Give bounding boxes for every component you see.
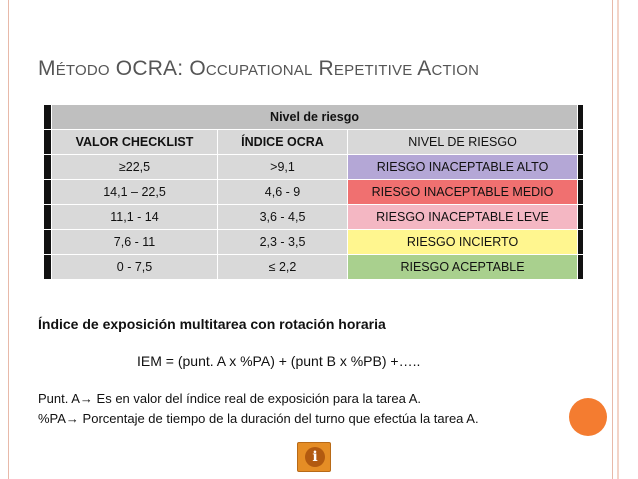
header-nivel-riesgo: NIVEL DE RIESGO [348, 130, 578, 155]
table-row [44, 230, 584, 255]
risk-level: RIESGO ACEPTABLE [348, 255, 578, 280]
risk-level: RIESGO INCIERTO [348, 230, 578, 255]
slide-title: Método OCRA: Occupational Repetitive Action [38, 57, 480, 80]
iem-formula: IEM = (punt. A x %PA) + (punt B x %PB) +….. [137, 353, 421, 369]
checklist-value: 14,1 – 22,5 [52, 180, 218, 205]
table-row [44, 180, 584, 205]
table-caption: Nivel de riesgo [52, 105, 578, 130]
table-caption-row [44, 105, 584, 130]
info-icon: i [305, 447, 325, 467]
table-row [44, 255, 584, 280]
checklist-value: 0 - 7,5 [52, 255, 218, 280]
ocra-index: ≤ 2,2 [218, 255, 348, 280]
table-row [44, 205, 584, 230]
table-row [44, 155, 584, 180]
ocra-index: 4,6 - 9 [218, 180, 348, 205]
risk-level: RIESGO INACEPTABLE LEVE [348, 205, 578, 230]
header-valor-checklist: VALOR CHECKLIST [52, 130, 218, 155]
section-subtitle: Índice de exposición multitarea con rotación horaria [38, 316, 386, 332]
ocra-index: >9,1 [218, 155, 348, 180]
info-button[interactable] [297, 442, 331, 472]
checklist-value: 7,6 - 11 [52, 230, 218, 255]
checklist-value: ≥22,5 [52, 155, 218, 180]
ocra-index: 3,6 - 4,5 [218, 205, 348, 230]
risk-level: RIESGO INACEPTABLE ALTO [348, 155, 578, 180]
table-header-row [44, 130, 584, 155]
risk-level-table [43, 104, 584, 280]
ocra-index: 2,3 - 3,5 [218, 230, 348, 255]
decorative-line [617, 0, 619, 479]
risk-level: RIESGO INACEPTABLE MEDIO [348, 180, 578, 205]
note-punt-a: Punt. A→ Es en valor del índice real de exposición para la tarea A. [38, 391, 422, 406]
decorative-circle [569, 398, 607, 436]
header-indice-ocra: ÍNDICE OCRA [218, 130, 348, 155]
checklist-value: 11,1 - 14 [52, 205, 218, 230]
note-pa: %PA→ Porcentaje de tiempo de la duración del turno que efectúa la tarea A. [38, 411, 479, 426]
